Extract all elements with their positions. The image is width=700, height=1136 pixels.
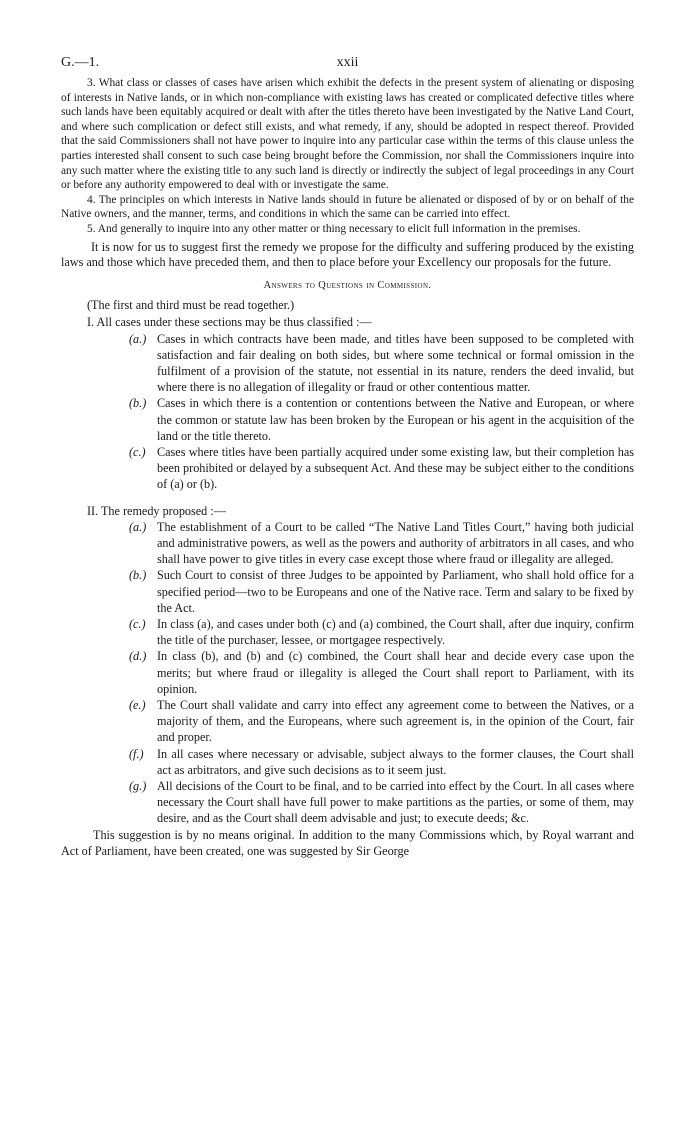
part-1-clause-c	[61, 444, 634, 493]
clause-text: The Court shall validate and carry into effect any agreement come to between the Natives, or a majority of them, and the Europeans, where such agreement is, in the opinion of the Court, fair and proper.	[157, 698, 634, 745]
clause-text: Such Court to consist of three Judges to be appointed by Parliament, who shall hold office for a specified period—two to be Europeans and one of the Native race. Term and salary to be fixed by the Act.	[157, 568, 634, 615]
part-2-heading: II. The remedy proposed :—	[87, 503, 226, 518]
part-2-clause-d	[61, 648, 634, 697]
clause-text: In class (a), and cases under both (c) and (a) combined, the Court shall, after due inquiry, confirm the title of the purchaser, lessee, or mortgagee respectively.	[157, 616, 634, 648]
part-2-clause-a	[61, 519, 634, 568]
part-2-clause-c	[61, 616, 634, 648]
clause-label: (f.)	[129, 746, 144, 761]
closing-paragraph: This suggestion is by no means original. In addition to the many Commissions which, by Royal warrant and Act of Parliament, have been created, one was suggested by Sir George	[61, 827, 634, 858]
part-1-clause-b	[61, 395, 634, 444]
part-2-clause-f	[61, 746, 634, 778]
reading-note: (The first and third must be read together.)	[87, 298, 295, 313]
commission-questions	[61, 76, 634, 237]
part-2-clause-b	[61, 567, 634, 616]
clause-label: (d.)	[129, 649, 147, 664]
clause-label: (g.)	[129, 779, 147, 794]
clause-text: The establishment of a Court to be called “The Native Land Titles Court,” having both judicial and administrative powers, as well as the powers and authority of arbitrators in all cases, and who shall have power to give titles in every case except those where fraud or illegality are alleged.	[157, 519, 634, 567]
part-1-heading: I. All cases under these sections may be thus classified :—	[87, 315, 372, 330]
parliamentary-paper-code: G.—1.	[61, 55, 100, 70]
clause-text: In all cases where necessary or advisable, subject always to the former clauses, the Court shall act as arbitrators, and give such decisions as to it seem just.	[157, 746, 634, 777]
question-3: 3. What class or classes of cases have arisen which exhibit the defects in the present system of alienating or disposing of interests in Native lands, or in which non-compliance with existing laws has created or complicated defective titles where such lands have been equitably acquired or dealt with after the titles thereto have been investigated by the Native Land Court, and where such complication or defect still exists, and what remedy, if any, should be adopted in respect thereof. Provided that the said Commissioners shall not have power to inquire into any particular case within the terms of this clause unless the parties interested shall consent to such case being brought before the Commission, nor shall the Commissioners inquire into any such matter where the existing title to any such land is directly or indirectly the subject of legal proceedings in any Court or before any authority empowered to deal with or investigate the same.	[61, 77, 634, 192]
page-number: xxii	[336, 55, 359, 70]
question-5: 5. And generally to inquire into any other matter or thing necessary to elicit full information in the premises.	[87, 222, 581, 235]
clause-text: Cases in which contracts have been made, and titles have been supposed to be completed with satisfaction and fair dealing on both sides, but where some technical or formal omission in the fulfilment of a provision of the statute, not essential in its nature, renders the deed invalid, but where there is no allegation of illegality or fraud or other contentious matter.	[157, 331, 634, 395]
clause-label: (e.)	[129, 698, 146, 712]
clause-text: Cases in which there is a contention or contentions between the Native and European, or where the common or statute law has been broken by the European or his agent in the acquisition of the land or the title thereto.	[157, 396, 634, 443]
part-2-clause-g	[61, 778, 634, 827]
clause-label: (b.)	[129, 568, 147, 583]
clause-text: Cases where titles have been partially acquired under some existing law, but their completion has been prohibited or delayed by a subsequent Act. And these may be subject either to the conditions of (a) or (b).	[157, 444, 634, 492]
part-1-clause-a	[61, 331, 634, 396]
clause-label: (c.)	[129, 616, 146, 631]
question-4: 4. The principles on which interests in Native lands should in future be alienated or disposed of by or on behalf of the Native owners, and the manner, terms, and conditions in which the same can be carried into effect.	[61, 193, 634, 221]
page-header	[61, 50, 634, 76]
answers	[61, 297, 634, 827]
clause-label: (c.)	[129, 444, 146, 459]
clause-label: (a.)	[129, 519, 147, 534]
clause-label: (b.)	[129, 396, 147, 411]
clause-label: (a.)	[129, 331, 147, 346]
part-2-clause-e	[61, 697, 634, 746]
clause-text: In class (b), and (b) and (c) combined, the Court shall hear and decide every case upon the merits; but where fraud or illegality is alleged the Court shall report to Parliament, with its opinion.	[157, 649, 634, 696]
intro-paragraph: It is now for us to suggest first the remedy we propose for the difficulty and suffering produced by the existing laws and those which have preceded them, and then to place before your Excellency our proposals for the future.	[61, 239, 634, 270]
section-heading: Answers to Questions in Commission.	[263, 280, 432, 292]
clause-text: All decisions of the Court to be final, and to be carried into effect by the Court. In all cases where necessary the Court shall have full power to make partitions as the parties, or some of them, may desire, and as the Court shall deem advisable and just; to execute deeds; &c.	[157, 779, 634, 826]
